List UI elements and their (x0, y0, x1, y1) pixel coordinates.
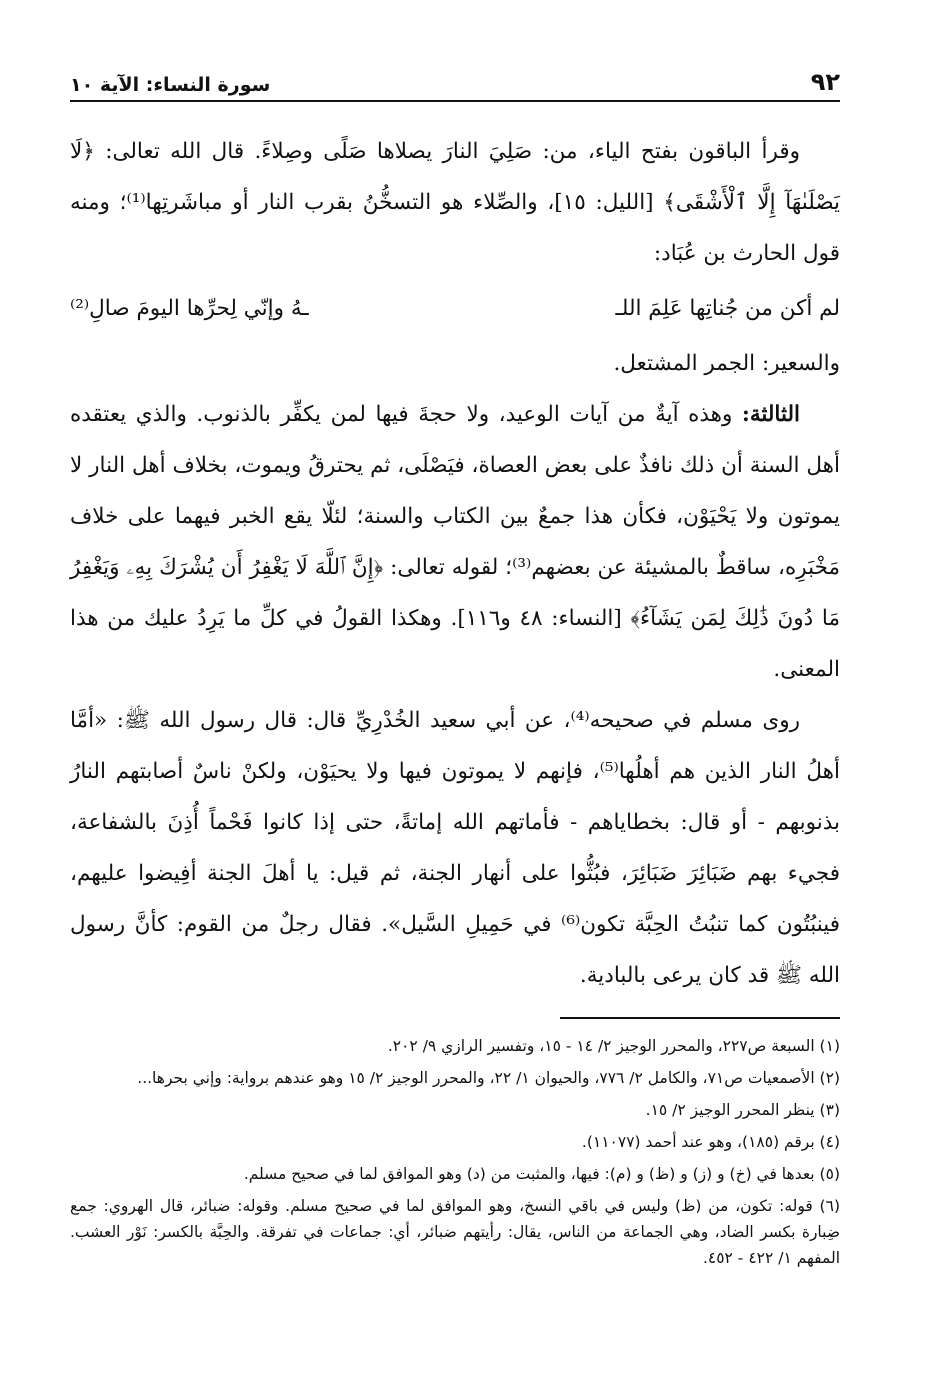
footnote-2: (٢) الأصمعيات ص٧١، والكامل ٢/ ٧٧٦، والحيوان ١/ ٢٢، والمحرر الوجيز ٢/ ١٥ وهو عندهم برواية: وإني بحرها... (137, 1069, 840, 1087)
verse-second-half: ـهُ وإنّي لِحرِّها اليومَ صالِ⁽²⁾ (70, 296, 309, 321)
footnote-1: (١) السبعة ص٢٢٧، والمحرر الوجيز ٢/ ١٤ - ١٥، وتفسير الرازي ٩/ ٢٠٢. (387, 1037, 840, 1055)
poetry-verse (70, 283, 840, 334)
page (70, 60, 840, 1277)
footnote-divider (560, 1017, 840, 1019)
footnote-6: (٦) قوله: تكون، من (ظ) وليس في باقي النسخ، وهو الموافق لما في صحيح مسلم. وقوله: ضبائر، قال الهروي: جمع ضِبارة بكسر الضاد، وهي الجماعة من الناس، يقال: رأيتهم ضبائر، أي: جماعات في تفرقة. والحِبَّة بالكسر: نَوْر العشب. المفهم ١/ ٤٢٢ - ٤٥٢. (70, 1197, 840, 1267)
page-number: ٩٢ (810, 68, 840, 96)
paragraph-1: وقرأ الباقون بفتح الياء، من: صَلِيَ النارَ يصلاها صَلًى وصِلاءً. قال الله تعالى: ﴿لَا يَصْلَىٰهَآ إِلَّا ٱلْأَشْقَى﴾ [الليل: ١٥]، والصِّلاء هو التسخُّنُ بقرب النار أو مباشَرتِها⁽¹⁾؛ ومنه قول الحارث بن عُبَاد: (70, 139, 840, 266)
footnote-4: (٤) برقم (١٨٥)، وهو عند أحمد (١١٠٧٧). (581, 1133, 840, 1151)
paragraph-3-text: وهذه آيةٌ من آيات الوعيد، ولا حجةَ فيها لمن يكفِّر بالذنوب. والذي يعتقده أهل السنة أن ذلك نافذٌ على بعض العصاة، فيَصْلَى، ثم يحترقُ ويموت، بخلاف أهل النار لا يموتون ولا يَحْيَوْن، فكأن هذا جمعٌ بين الكتاب والسنة؛ لئلّا يقع الخبر فيهما على خلاف مَخْبَرِه، ساقطٌ بالمشيئة عن بعضهم⁽³⁾؛ لقوله تعالى: ﴿إِنَّ ٱللَّهَ لَا يَغْفِرُ أَن يُشْرَكَ بِهِۦ وَيَغْفِرُ مَا دُونَ ذَٰلِكَ لِمَن يَشَآءُ﴾ [النساء: ٤٨ و١١٦]. وهكذا القولُ في كلِّ ما يَرِدُ عليك من هذا المعنى. (70, 402, 841, 682)
section-label: الثالثة: (741, 402, 800, 427)
paragraph-4: روى مسلم في صحيحه⁽⁴⁾، عن أبي سعيد الخُدْرِيِّ قال: قال رسول الله ﷺ: «أمَّا أهلُ النار الذين هم أهلُها⁽⁵⁾، فإنهم لا يموتون فيها ولا يحيَوْن، ولكنْ ناسٌ أصابتهم النارُ بذنوبهم - أو قال: بخطاياهم - فأماتهم الله إماتةً، حتى إذا كانوا فَحْماً أُذِنَ بالشفاعة، فجيء بهم ضَبَائِرَ ضَبَائِرَ، فبُثُّوا على أنهار الجنة، ثم قيل: يا أهلَ الجنة أفِيضوا عليهم، فينبُتُون كما تنبُتُ الحِبَّة تكون⁽⁶⁾ في حَمِيلِ السَّيل». فقال رجلٌ من القوم: كأنَّ رسول الله ﷺ قد كان يرعى بالبادية. (70, 708, 840, 988)
running-title: سورة النساء: الآية ١٠ (70, 74, 271, 96)
main-text (70, 126, 840, 1001)
page-header (70, 60, 840, 102)
paragraph-3 (70, 389, 840, 695)
paragraph-2: والسعير: الجمر المشتعل. (613, 351, 840, 376)
verse-first-half: لم أكن من جُناتِها عَلِمَ اللـ (615, 296, 840, 321)
footnote-3: (٣) ينظر المحرر الوجيز ٢/ ١٥. (645, 1101, 840, 1119)
footnotes (70, 1033, 840, 1271)
footnote-5: (٥) بعدها في (خ) و (ز) و (ظ) و (م): فيها، والمثبت من (د) وهو الموافق لما في صحيح مسلم. (243, 1165, 840, 1183)
